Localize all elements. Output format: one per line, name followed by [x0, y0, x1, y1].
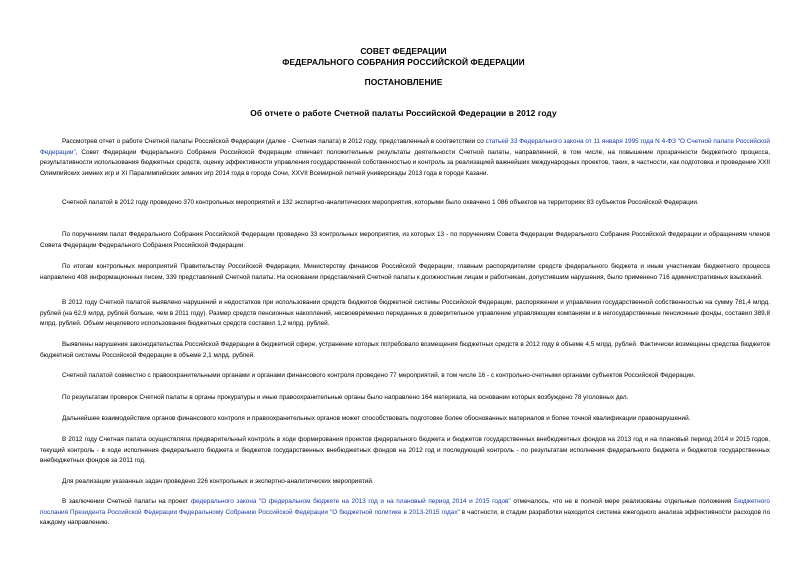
paragraph-8-text: По результатам проверок Счетной палаты в органы прокуратуры и иные правоохранительные органы было направлено 164 материала, на основании которых возбуждено 78 уголовных дел. [62, 394, 629, 401]
paragraph-4-text: По итогам контрольных мероприятий Правительству Российской Федерации, Министерству финансов Российской Федерации, главным распорядителям средств федерального бюджета и иным участникам бюджетного процесса направлено 408 информационных писем, 339 представлений Счетной палаты. На основании представлений Счетной палаты к должностным лицам и работникам, допустившим нарушения, было применено 716 административных взысканий. [40, 263, 770, 281]
paragraph-4 [40, 262, 770, 283]
paragraph-12-text-a: В заключении Счетной палаты на проект [62, 498, 191, 505]
paragraph-7 [40, 371, 770, 382]
paragraph-5 [40, 298, 770, 330]
council-title: СОВЕТ ФЕДЕРАЦИИ [360, 46, 447, 56]
paragraph-2-text: Счетной палатой в 2012 году проведено 370 контрольных мероприятий и 132 экспертно-аналитических мероприятия, которыми было охвачено 1 086 объектов на территориях 83 субъектов Российской Федерации. [62, 199, 699, 206]
paragraph-1-text-b: , Совет Федерации Федерального Собрания Российской Федерации отмечает положительные результаты деятельности Счетной палаты, направленной, в том числе, на повышение прозрачности бюджетного процесса, результативности использования бюджетных средств, оценку эффективности управления государственной собственностью и контроль за реализацией важнейших международных проектов, таких, в частности, как подготовка и проведение XXII Олимпийских зимних игр и XI Паралимпийских зимних игр 2014 года в городе Сочи, XXVII Всемирной летней универсиады 2013 года в городе Казани. [40, 148, 770, 177]
paragraph-10 [40, 435, 770, 467]
paragraph-2 [40, 198, 770, 209]
paragraph-3 [40, 230, 770, 251]
paragraph-5-text: В 2012 году Счетной палатой выявлено нарушений и недостатков при использовании средств бюджетов бюджетной системы Российской Федерации, распоряжении и управлении государственной собственностью на сумму 781,4 млрд. рублей (на 62,9 млрд. рублей больше, чем в 2011 году). Размер средств пенсионных накоплений, несвоевременно переданных в доверительное управление управляющим компаниям и в негосударственные пенсионные фонды, составил 389,8 млрд. рублей. Объем нецелевого использования бюджетных средств составил 1,2 млрд. рублей. [40, 299, 770, 328]
budget-law-link[interactable]: федерального закона "О федеральном бюджете на 2013 год и на плановый период 2014 и 2015 годов" [190, 498, 511, 505]
paragraph-1 [40, 137, 770, 179]
paragraph-6 [40, 340, 770, 361]
paragraph-7-text: Счетной палатой совместно с правоохранительными органами и органами финансового контроля проведено 77 мероприятий, в том числе 16 - с контрольно-счетными органами субъектов Российской Федерации. [62, 372, 696, 379]
paragraph-9-text: Дальнейшее взаимодействие органов финансового контроля и правоохранительных органов может способствовать подготовке более обоснованных материалов и более точной квалификации правонарушений. [62, 415, 691, 422]
paragraph-12-text-c: в частности, в стадии разработки находится система ежегодного анализа эффективности расходов по каждому направлению. [40, 508, 770, 527]
budget-message-link[interactable]: Бюджетного послания Президента Российской Федерации Федеральному Собранию Российской Федерации "О бюджетной политике в 2013-2015 годах" [40, 498, 770, 516]
paragraph-9 [40, 414, 770, 425]
paragraph-6-text: Выявлены нарушения законодательства Российской Федерации в бюджетной сфере, устранение которых потребовало возмещения бюджетных средств в 2012 году в объеме 4,5 млрд. рублей. Фактически возмещены средства бюджетов бюджетной системы Российской Федерации в объеме 2,1 млрд. рублей. [40, 341, 770, 359]
document-title: Об отчете о работе Счетной палаты Российской Федерации в 2012 году [250, 108, 557, 118]
paragraph-10-text: В 2012 году Счетная палата осуществляла предварительный контроль в ходе формирования проектов федерального бюджета и бюджетов государственных внебюджетных фондов на 2013 год и на плановый период 2014 и 2015 годов, текущий контроль - в ходе исполнения федерального бюджета и бюджетов государственных внебюджетных фондов на 2012 год и последующий контроль - по результатам исполнения федерального бюджета и бюджетов государственных внебюджетных фондов за 2011 год. [40, 436, 770, 465]
law-link-article-33[interactable]: статьей 33 Федерального закона от 11 января 1995 года N 4-ФЗ "О Счетной палате Российской Федерации" [40, 138, 770, 156]
paragraph-11 [40, 477, 770, 488]
paragraph-12-text-b: отмечалось, что не в полной мере реализованы отдельные положения [510, 498, 735, 505]
paragraph-8 [40, 393, 770, 404]
assembly-title: ФЕДЕРАЛЬНОГО СОБРАНИЯ РОССИЙСКОЙ ФЕДЕРАЦИИ [282, 57, 525, 67]
paragraph-12 [40, 497, 770, 529]
paragraph-1-text-a: Рассмотрев отчет о работе Счетной палаты Российской Федерации (далее - Счетная палата) в 2012 году, представленный в соответствии со [62, 138, 486, 145]
document-type: ПОСТАНОВЛЕНИЕ [364, 77, 443, 87]
paragraph-11-text: Для реализации указанных задач проведено 226 контрольных и экспертно-аналитических мероприятий. [62, 478, 374, 485]
paragraph-3-text: По поручениям палат Федерального Собрания Российской Федерации проведено 33 контрольных мероприятия, из которых 13 - по поручениям Совета Федерации Федерального Собрания Российской Федерации и обращениям членов Совета Федерации Федерального Собрания Российской Федерации. [40, 231, 770, 249]
